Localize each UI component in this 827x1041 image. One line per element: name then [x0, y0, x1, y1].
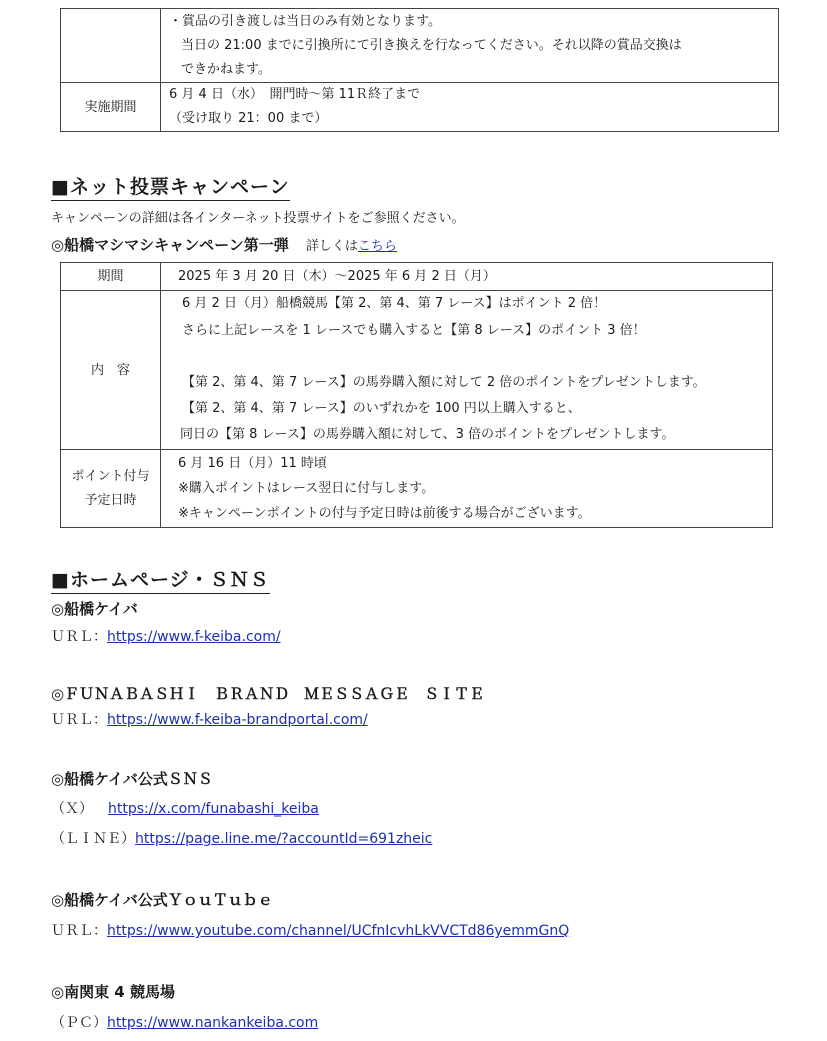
official-sns-title: ◎船橋ケイバ公式ＳＮＳ	[51, 770, 213, 788]
nankan-title: ◎南関東 4 競馬場	[51, 983, 175, 1001]
pc-url-row	[51, 1012, 318, 1032]
content-line: 【第 2、第 4、第 7 レース】の馬券購入額に対して 2 倍のポイントをプレゼントします。	[182, 374, 706, 390]
note-line: ・賞品の引き渡しは当日のみ有効となります。	[169, 13, 441, 29]
points-line: ※購入ポイントはレース翌日に付与します。	[178, 481, 435, 496]
url-label: ＵＲＬ：	[51, 923, 107, 939]
campaign-title-row	[51, 234, 397, 255]
content-line: 6 月 2 日（月）船橋競馬【第 2、第 4、第 7 レース】はポイント 2 倍！	[182, 296, 607, 312]
campaign-period-row	[61, 263, 773, 291]
points-row	[61, 450, 773, 528]
campaign-table	[60, 262, 773, 528]
sns-heading: ■ホームページ・ＳＮＳ	[51, 565, 270, 594]
x-url-link[interactable]: https://x.com/funabashi_keiba	[108, 801, 319, 817]
period-row	[61, 83, 779, 132]
period-value-cell	[161, 83, 779, 132]
keiba-title: ◎船橋ケイバ	[51, 600, 138, 618]
points-value-cell	[161, 450, 773, 528]
net-campaign-intro: キャンペーンの詳細は各インターネット投票サイトをご参照ください。	[51, 211, 465, 226]
points-label-line: 予定日時	[84, 492, 137, 508]
period-line: （受け取り 21：00 まで）	[169, 111, 328, 126]
x-label: （Ｘ）	[51, 801, 100, 817]
pc-url-link[interactable]: https://www.nankankeiba.com	[107, 1015, 319, 1031]
campaign-title: ◎船橋マシマシキャンペーン第一弾	[51, 236, 289, 254]
prize-notes-row	[61, 9, 779, 83]
prize-table	[60, 8, 779, 132]
url-label: ＵＲＬ：	[51, 629, 107, 645]
youtube-title: ◎船橋ケイバ公式ＹｏｕＴｕｂｅ	[51, 891, 273, 909]
period-label: 実施期間	[61, 83, 161, 132]
brand-title: ◎ＦＵＮＡＢＡＳＨＩ ＢＲＡＮＤ ＭＥＳＳＡＧＥ ＳＩＴＥ	[51, 685, 485, 703]
net-campaign-heading: ■ネット投票キャンペーン	[51, 172, 290, 201]
keiba-url-row	[51, 626, 281, 646]
brand-url-link[interactable]: https://www.f-keiba-brandportal.com/	[107, 712, 368, 728]
detail-link[interactable]: こちら	[357, 239, 397, 254]
campaign-period-label: 期間	[61, 263, 161, 291]
campaign-content-cell	[161, 291, 773, 450]
detail-prefix: 詳しくは	[305, 239, 358, 254]
url-label: ＵＲＬ：	[51, 712, 107, 728]
x-url-row	[51, 798, 319, 818]
campaign-period-value: 2025 年 3 月 20 日（木）～2025 年 6 月 2 日（月）	[161, 263, 773, 291]
period-line: 6 月 4 日（水） 開門時～第 11Ｒ終了まで	[169, 87, 421, 102]
keiba-url-link[interactable]: https://www.f-keiba.com/	[107, 629, 281, 645]
empty-label-cell	[61, 9, 161, 83]
youtube-url-link[interactable]: https://www.youtube.com/channel/UCfnIcvhLkVVCTd86yemmGnQ	[107, 923, 570, 939]
content-blank-line	[174, 344, 772, 370]
campaign-content-row	[61, 291, 773, 450]
content-line: さらに上記レースを 1 レースでも購入すると【第 8 レース】のポイント 3 倍！	[182, 322, 646, 338]
campaign-content-label: 内 容	[61, 291, 161, 450]
points-line: 6 月 16 日（月）11 時頃	[178, 456, 327, 471]
content-line: 【第 2、第 4、第 7 レース】のいずれかを 100 円以上購入すると、	[182, 401, 581, 417]
prize-notes-cell	[161, 9, 779, 83]
line-url-row	[51, 828, 432, 848]
line-label: （ＬＩＮＥ）	[51, 831, 135, 847]
line-url-link[interactable]: https://page.line.me/?accountId=691zheic	[135, 831, 433, 847]
note-line: できかねます。	[181, 61, 271, 77]
note-line: 当日の 21:00 までに引換所にて引き換えを行なってください。それ以降の賞品交換は	[181, 37, 682, 53]
points-label-cell	[61, 450, 161, 528]
pc-label: （ＰＣ）	[51, 1015, 107, 1031]
points-label-line: ポイント付与	[71, 468, 150, 484]
content-line: 同日の【第 8 レース】の馬券購入額に対して、3 倍のポイントをプレゼントします。	[180, 427, 675, 443]
youtube-url-row	[51, 920, 569, 940]
points-line: ※キャンペーンポイントの付与予定日時は前後する場合がございます。	[178, 506, 591, 521]
brand-url-row	[51, 709, 368, 729]
